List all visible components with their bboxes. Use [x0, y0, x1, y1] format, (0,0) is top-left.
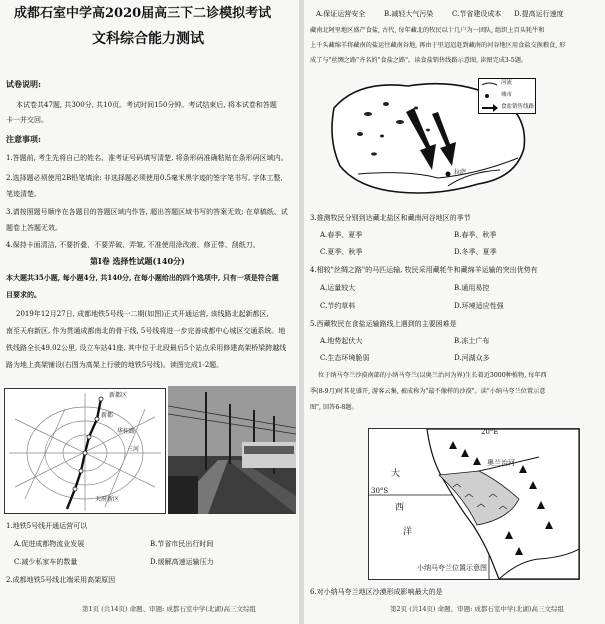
- salt-map-legend: [478, 78, 536, 114]
- question-6: 6.对小纳马夸兰地区沙漠形成影响最大的是: [310, 588, 443, 596]
- label-ocean-1: 大: [391, 469, 401, 479]
- q5-option-a: A.地势起伏大: [320, 337, 363, 345]
- notes-heading: 注意事项:: [6, 134, 41, 144]
- map-label-sanhe: 三河: [127, 446, 140, 453]
- left-page: [0, 0, 298, 624]
- map-label-lhasa: 拉萨: [454, 169, 467, 176]
- top-option-a: A.保证运营安全: [316, 10, 366, 18]
- metro-map-drawing: [5, 389, 165, 513]
- question-3: 3.推测牧民分别到达藏北盐区和藏南河谷地区的季节: [310, 214, 471, 222]
- q5-option-b: B.冻土广布: [454, 337, 490, 345]
- salt-passage-line: 成了与"丝绸之路"齐名的"食盐之路"。读食盐销售线路示意图, 读图完成3-5题。: [310, 57, 528, 64]
- question-5: 5.西藏牧民在食盐运输路线上遇到的主要困难是: [310, 320, 457, 328]
- note-line: 4.保持卡面清洁, 不要折叠、不要弄破、弄皱, 不准使用涂改液、修正带、刮纸刀。: [6, 241, 260, 249]
- map-label-huagui-road: 华桂路: [117, 428, 136, 435]
- section-title: 第Ⅰ卷 选择性试题(140分): [90, 256, 185, 266]
- section-intro-1: 本大题共35小题, 每小题4分, 共140分, 在每小题给出的四个选项中, 只有一项是符合题: [6, 273, 279, 282]
- namaqualand-passage-line: 图", 回答6-8题。: [310, 404, 358, 411]
- label-orange-river: 奥兰治河: [487, 459, 515, 467]
- q4-option-b: B.通用易控: [454, 284, 490, 292]
- elevated-metro-photo: [168, 386, 296, 514]
- metro-line-map: [4, 388, 166, 514]
- q4-option-d: D.环境适应性强: [454, 302, 504, 310]
- q4-option-c: C.节约草料: [320, 302, 356, 310]
- namaqualand-location-map: [368, 428, 580, 580]
- passage-line: 南至天府新区, 作为贯通成都南北的骨干线, 5号线将进一步完善成都中心城区交通系统。地: [6, 327, 286, 335]
- elevated-metro-photo-drawing: [168, 386, 296, 514]
- map-label-xindu: 新都: [101, 412, 114, 419]
- map-label-tianfu: 天府新区: [95, 496, 120, 503]
- exam-title: 成都石室中学高2020届高三下二诊模拟考试: [14, 6, 272, 21]
- q3-option-d: D.冬季、夏季: [454, 248, 497, 256]
- top-option-c: C.节省建设成本: [452, 10, 502, 18]
- top-option-b: B.减轻大气污染: [384, 10, 434, 18]
- right-page: [304, 0, 605, 624]
- page-footer: 第2页 (共14页) 命题、审题: 成都石室中学(北湖)高三文综组: [390, 605, 564, 613]
- q1-option-a: A.促进成都物流业发展: [14, 540, 85, 548]
- map-caption: 小纳马夸兰位置示意图: [417, 564, 487, 572]
- salt-passage-line: 藏南北阿里地区盛产食盐, 古代, 每年藏北的牧民以十几户为一团队, 组织上百头牦牛和: [310, 27, 545, 34]
- q1-option-b: B.节省市民出行时间: [150, 540, 214, 548]
- salt-passage-line: 上千头藏绵羊将藏南的盐运往藏南谷地, 再由于里迢迢赶到藏南的河谷地区用食盐交换粮食, 形: [310, 42, 566, 49]
- legend-river: 河流: [501, 80, 513, 86]
- q3-option-c: C.夏季、秋季: [320, 248, 363, 256]
- exam-subtitle: 文科综合能力测试: [92, 31, 204, 47]
- legend-city: 城市: [501, 92, 513, 98]
- instructions-line-1: 本试卷共47题, 共300分, 共10页。考试时间150分钟。考试结束后, 将本试卷和答题: [16, 101, 277, 109]
- label-ocean-3: 洋: [403, 527, 413, 537]
- q5-option-d: D.河湖众多: [454, 354, 490, 362]
- note-line: 题卷上答题无效。: [6, 224, 62, 232]
- label-ocean-2: 西: [395, 503, 405, 513]
- q3-option-a: A.春季、夏季: [320, 231, 363, 239]
- legend-salt-route: 食盐销售线路: [501, 104, 535, 110]
- map-label-xindu-district: 新都区: [109, 392, 128, 399]
- page-footer: 第1页 (共14页) 命题、审题: 成都石室中学(北湖)高三文综组: [82, 605, 256, 613]
- q1-option-c: C.减少私家车的数量: [14, 558, 78, 566]
- question-1: 1.地铁5号线开通运营可以: [6, 522, 88, 530]
- passage-line: 铁线路全长49.02公里, 设立车站41座, 其中位于北段最后5个站点采用修建高架桥梁跨越线: [6, 344, 287, 352]
- note-line: 2.选择题必须使用2B铅笔填涂; 非选择题必须使用0.5毫米黑字迹的签字笔书写, 字体工整,: [6, 174, 283, 182]
- passage-line: 2019年12月27日, 成都地铁5号线一二期(如图)正式开通运营, 该线路北起新都区,: [16, 310, 269, 318]
- instructions-line-2: 卡一并交回。: [6, 116, 48, 124]
- question-2: 2.成都地铁5号线北端采用高架原因: [6, 576, 116, 584]
- instructions-heading: 试卷说明:: [6, 79, 41, 89]
- q4-option-a: A.运量较大: [320, 284, 356, 292]
- label-30s: 30°S: [371, 487, 389, 495]
- namaqualand-passage-line: 季(8-9月)时其花盛开, 游客云集, 被成称为"最不像样的沙漠"。读"小纳马夸兰位置示意: [310, 388, 546, 395]
- question-4: 4.相较"丝绸之路"的马匹运输, 牧民采用藏牦牛和藏绵羊运输的突出优势有: [310, 266, 538, 274]
- q5-option-c: C.生态环境脆弱: [320, 354, 370, 362]
- top-option-d: D.提高运行速度: [514, 10, 564, 18]
- salt-route-map: [328, 74, 536, 202]
- section-intro-2: 目要求的。: [6, 290, 41, 299]
- note-line: 3.请按照题号顺序在各题目的答题区域内作答, 超出答题区域书写的答案无效; 在草稿纸、试: [6, 208, 288, 216]
- label-20e: 20°E: [481, 428, 499, 436]
- q1-option-d: D.缓解高速运输压力: [150, 558, 214, 566]
- note-line: 1.答题前, 考生先将自己的姓名、准考证号码填写清楚, 将条形码准确粘贴在条形码区域内。: [6, 154, 288, 162]
- note-line: 笔迹清楚。: [6, 190, 41, 198]
- q3-option-b: B.春季、秋季: [454, 231, 497, 239]
- namaqualand-passage-line: 位于纳马夸兰沙漠南部的小纳马夸兰(以奥兰治河为界)生长着近3000种植物, 每年西: [318, 372, 547, 379]
- passage-line: 路为地上高架铺设(右图为高架上行驶的地铁5号线)。读图完成1-2题。: [6, 361, 224, 369]
